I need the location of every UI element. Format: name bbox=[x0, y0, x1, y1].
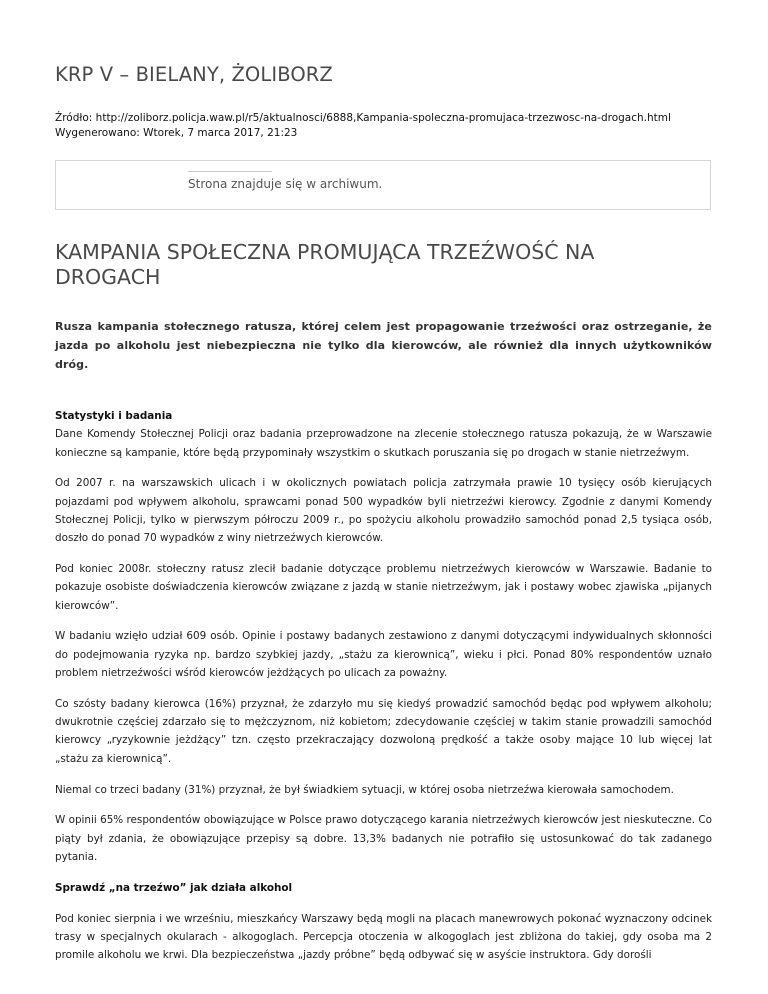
article-title: KAMPANIA SPOŁECZNA PROMUJĄCA TRZEŹWOŚĆ NA DROGACH bbox=[55, 240, 595, 289]
section-heading-sober-test: Sprawdź „na trzeźwo” jak działa alkohol bbox=[55, 881, 293, 894]
paragraph: Pod koniec sierpnia i we wrześniu, mieszkańcy Warszawy będą mogli na placach manewrowych pokonać wyznaczony odcinek trasy w specjalnych okularach - alkogoglach. Percepcja otoczenia w alkogoglach jest zbliżona do takiej, gdy osoba ma 2 promile alkoholu we krwi. Dla bezpieczeństwa „jazdy próbne” będą odbywać się w asyście instruktora. Gdy dorośli bbox=[55, 912, 712, 962]
source-label: Źródło: bbox=[55, 112, 93, 124]
source-line bbox=[55, 111, 671, 126]
section-heading-statistics: Statystyki i badania bbox=[55, 410, 173, 422]
paragraph: Co szósty badany kierowca (16%) przyznał, że zdarzyło mu się kiedyś prowadzić samochód będąc pod wpływem alkoholu; dwukrotnie częściej zdarzało się to mężczyznom, niż kobietom; zdecydowanie częściej w takim stanie prowadzili samochód kierowcy „ryzykownie jeżdżący” tzn. często przekraczający dozwoloną prędkość a także osoby mające 10 lub więcej lat „stażu za kierownicą”. bbox=[55, 697, 712, 765]
paragraph: W badaniu wzięło udział 609 osób. Opinie i postawy badanych zestawiono z danymi dotyczącymi indywidualnych skłonności do podejmowania ryzyka np. bardzo szybkiej jazdy, „stażu za kierownicą”, wieku i płci. Ponad 80% respondentów uznało problem nietrzeźwości wśród kierowców jeżdżących po ulicach za poważny. bbox=[55, 630, 712, 680]
generated-line bbox=[55, 126, 671, 141]
source-url[interactable]: http://zoliborz.policja.waw.pl/r5/aktualnosci/6888,Kampania-spoleczna-promujaca-trzezwosc-na-drogach.html bbox=[95, 112, 671, 124]
archive-divider bbox=[188, 171, 272, 172]
article-body bbox=[55, 407, 712, 977]
article-lead: Rusza kampania stołecznego ratusza, której celem jest propagowanie trzeźwości oraz ostrzeganie, że jazda po alkoholu jest niebezpieczna nie tylko dla kierowców, ale również dla innych użytkowników dróg. bbox=[55, 320, 712, 371]
document-meta bbox=[55, 111, 671, 141]
paragraph: W opinii 65% respondentów obowiązujące w Polsce prawo dotyczącego karania nietrzeźwych kierowców jest nieskuteczne. Co piąty był zdania, że obowiązujące przepisy są dobre. 13,3% badanych nie potrafiło się ustosunkować do tak zadanego pytania. bbox=[55, 814, 712, 863]
generated-label: Wygenerowano: bbox=[55, 127, 140, 139]
paragraph: Niemal co trzeci badany (31%) przyznał, że był świadkiem sytuacji, w której osoba nietrzeźwa kierowała samochodem. bbox=[55, 783, 674, 796]
paragraph: Dane Komendy Stołecznej Policji oraz badania przeprowadzone na zlecenie stołecznego ratusza pokazują, że w Warszawie konieczne są kampanie, które będą przypominały wszystkim o skutkach poruszania się po drogach w stanie nietrzeźwym. bbox=[55, 428, 712, 459]
paragraph: Od 2007 r. na warszawskich ulicach i w okolicznych powiatach policja zatrzymała prawie 10 tysięcy osób kierujących pojazdami pod wpływem alkoholu, sprawcami ponad 500 wypadków byli nietrzeźwi kierowcy. Zgodnie z danymi Komendy Stołecznej Policji, tylko w pierwszym półroczu 2009 r., po spożyciu alkoholu prowadziło samochód ponad 2,5 tysiąca osób, doszło do ponad 70 wypadków z winy nietrzeźwych kierowców. bbox=[55, 477, 712, 545]
archive-notice-text: Strona znajduje się w archiwum. bbox=[188, 177, 383, 191]
paragraph: Pod koniec 2008r. stołeczny ratusz zlecił badanie dotyczące problemu nietrzeźwych kierowców w Warszawie. Badanie to pokazuje osobiste doświadczenia kierowców związane z jazdą w stanie nietrzeźwym, jak i postawy wobec zjawiska „pijanych kierowców”. bbox=[55, 563, 712, 612]
archive-notice bbox=[55, 160, 711, 210]
generated-date: Wtorek, 7 marca 2017, 21:23 bbox=[143, 127, 298, 139]
site-title: KRP V – BIELANY, ŻOLIBORZ bbox=[55, 63, 333, 86]
